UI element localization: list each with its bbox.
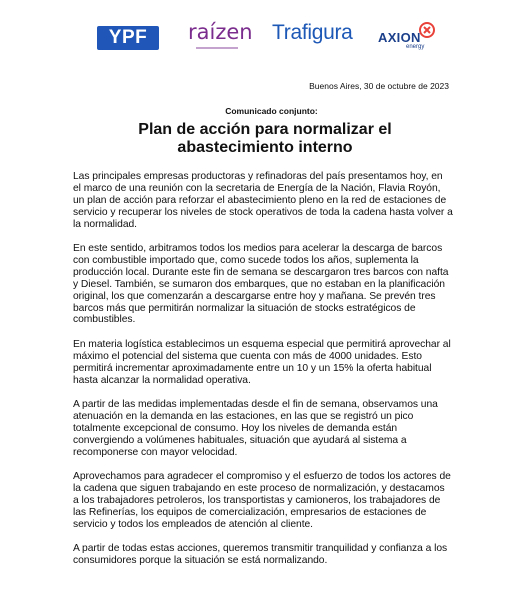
axion-x-icon [419, 22, 435, 38]
trafigura-logo [272, 21, 356, 47]
document-title [70, 121, 460, 157]
raizen-logo-text: raízen [188, 20, 253, 44]
body-paragraph: En este sentido, arbitramos todos los medios para acelerar la descarga de barcos con combustible importado que, como sucede todos los años, suplementa la producción local. Durante este fin de semana se descargaron tres barcos con nafta y Diesel. También, se sumaron dos embarques, que no estaban en la planificación original, los que comenzarán a descargarse entre hoy y mañana. Se prevén tres barcos más que permitirán normalizar la situación de stocks estratégicos de combustibles. [73, 243, 449, 326]
body-paragraph: A partir de todas estas acciones, queremos transmitir tranquilidad y confianza a los consumidores porque la situación se está normalizando. [73, 543, 448, 566]
body-paragraph: En materia logística establecimos un esquema especial que permitirá aprovechar al máximo el potencial del sistema que cuenta con más de 4000 unidades. Esto permitirá incrementar aproximadamente entre un 10 y un 15% la oferta habitual hasta alcanzar la normalidad operativa. [73, 338, 451, 386]
document-kicker: Comunicado conjunto: [225, 106, 318, 116]
trafigura-logo-text: Trafigura [272, 21, 353, 44]
body-paragraph: Las principales empresas productoras y refinadoras del país presentamos hoy, en el marco de una reunión con la secretaria de Energía de la Nación, Flavia Royón, un plan de acción para reforzar el abastecimiento pleno en la red de estaciones de servicio y recuperar los niveles de stock operativos de toda la cadena hasta volver a la normalidad. [73, 171, 453, 230]
document-title-line-1: Plan de acción para normalizar el [138, 121, 392, 138]
ypf-logo-text: YPF [108, 27, 148, 48]
logo-bar [0, 0, 519, 68]
axion-logo-text: AXION [378, 30, 421, 45]
document-title-line-2: abastecimiento interno [177, 139, 353, 156]
body-paragraph: A partir de las medidas implementadas desde el fin de semana, observamos una atenuación en la demanda en las estaciones, en las que se registró un pico totalmente excepcional de consumo. Hoy los niveles de demanda están convergiendo a volúmenes habituales, situación que ayudará al sistema a recomponerse con mayor velocidad. [73, 399, 438, 458]
document-date: Buenos Aires, 30 de octubre de 2023 [309, 81, 449, 91]
body-paragraph: Aprovechamos para agradecer el compromiso y el esfuerzo de todos los actores de la cadena que siguen trabajando en este proceso de normalización, y destacamos a los trabajadores petroleros, los transportistas y camioneros, los trabajadores de las Refinerías, los equipos de comercialización, empresarios de estaciones de servicio y todos los empleados de atención al cliente. [73, 471, 451, 530]
raizen-logo [188, 20, 253, 50]
raizen-logo-underline [196, 47, 238, 49]
document-body [73, 171, 453, 579]
ypf-logo [97, 26, 159, 50]
axion-logo-subtext: energy [406, 44, 425, 50]
axion-logo [376, 22, 436, 50]
